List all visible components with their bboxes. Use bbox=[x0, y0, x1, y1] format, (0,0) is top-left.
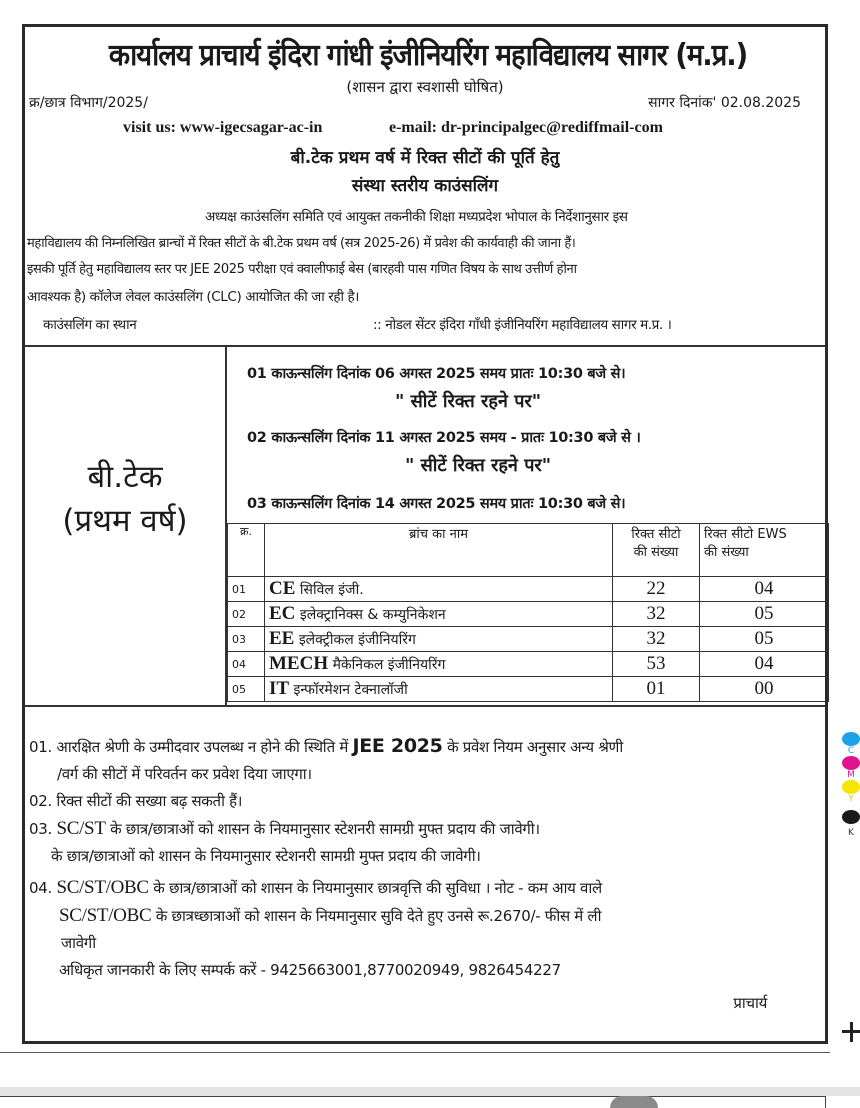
venue-label: काउंसलिंग का स्थान bbox=[43, 317, 137, 333]
intro-line-2: महाविद्यालय की निम्नलिखित ब्रान्चों में रिक्त सीटों के बी.टेक प्रथम वर्ष (सत्र 2025-26) में प्रवेश की कार्यवाही की जाना हैं। bbox=[27, 236, 576, 251]
vacant-seats-table bbox=[227, 523, 829, 702]
note-3-text: के छात्र/छात्राओं को शासन के नियमानुसार स्टेशनरी सामग्री मुफ्त प्रदाय की जावेगी। bbox=[105, 820, 540, 838]
table-row bbox=[228, 577, 829, 602]
divider-line bbox=[25, 345, 825, 347]
row-branch bbox=[265, 627, 613, 652]
table-row bbox=[228, 627, 829, 652]
branch-code: EC bbox=[269, 603, 296, 624]
magenta-label: M bbox=[847, 770, 855, 780]
page-rule bbox=[0, 1052, 830, 1053]
note-3-line2: के छात्र/छात्राओं को शासन के नियमानुसार स्टेशनरी सामग्री मुफ्त प्रदाय की जावेगी। bbox=[51, 847, 481, 865]
reference-number: क्र/छात्र विभाग/2025/ bbox=[29, 95, 148, 111]
header-branch: ब्रांच का नाम bbox=[265, 524, 613, 577]
note-4-category: SC/ST/OBC bbox=[56, 877, 149, 898]
signatory: प्राचार्य bbox=[733, 994, 767, 1012]
session-note-2: " सीटें रिक्त रहने पर" bbox=[405, 455, 552, 476]
row-vacant: 53 bbox=[613, 652, 700, 677]
intro-line-1: अध्यक्ष काउंसलिंग समिति एवं आयुक्त तकनीकी शिक्षा मध्यप्रदेश भोपाल के निर्देशानुसार इस bbox=[205, 209, 628, 225]
row-sno: 05 bbox=[228, 677, 265, 702]
row-branch bbox=[265, 577, 613, 602]
email-link[interactable]: e-mail: dr-principalgec@rediffmail-com bbox=[389, 119, 663, 136]
row-vacant: 32 bbox=[613, 602, 700, 627]
row-vacant: 22 bbox=[613, 577, 700, 602]
row-ews: 05 bbox=[700, 627, 829, 652]
header-vacant bbox=[613, 524, 700, 577]
heading-institute-counselling: संस्था स्तरीय काउंसलिंग bbox=[351, 176, 499, 196]
next-notice-frame bbox=[0, 1096, 826, 1108]
course-year: (प्रथम वर्ष) bbox=[62, 503, 188, 539]
notice-subtitle: (शासन द्वारा स्वशासी घोषित) bbox=[346, 78, 504, 96]
session-3: 03 काऊन्सलिंग दिनांक 14 अगस्त 2025 समय प्रातः 10:30 बजे से। bbox=[247, 496, 626, 512]
table-row bbox=[228, 677, 829, 702]
cyan-mark-icon bbox=[842, 732, 860, 746]
branch-name: इलेक्ट्रीकल इंजीनियरिंग bbox=[298, 632, 416, 648]
header-ews-line2: की संख्या bbox=[704, 545, 749, 560]
row-sno: 02 bbox=[228, 602, 265, 627]
branch-code: MECH bbox=[269, 653, 329, 674]
note-4 bbox=[29, 874, 823, 902]
branch-code: IT bbox=[269, 678, 290, 699]
table-row bbox=[228, 602, 829, 627]
row-ews: 04 bbox=[700, 577, 829, 602]
note-1 bbox=[29, 733, 823, 761]
note-4-text: के छात्र/छात्राओं को शासन के नियमानुसार छात्रवृत्ति की सुविधा । नोट - कम आय वाले bbox=[148, 879, 602, 897]
row-branch bbox=[265, 677, 613, 702]
header-ews bbox=[700, 524, 829, 577]
course-name: बी.टेक bbox=[87, 459, 163, 495]
notice-date: सागर दिनांक' 02.08.2025 bbox=[648, 95, 801, 111]
note-4-category-2: SC/ST/OBC bbox=[59, 905, 152, 926]
row-ews: 04 bbox=[700, 652, 829, 677]
black-label: K bbox=[848, 828, 854, 838]
intro-line-4: आवश्यक है) कॉलेज लेवल काउंसलिंग (CLC) आयोजित की जा रही है। bbox=[27, 289, 359, 305]
row-vacant: 01 bbox=[613, 677, 700, 702]
note-4-line2 bbox=[29, 902, 823, 930]
row-sno: 01 bbox=[228, 577, 265, 602]
website-link[interactable]: visit us: www-igecsagar-ac-in bbox=[123, 119, 323, 136]
note-4-line3: जावेगी bbox=[61, 934, 96, 952]
heading-vacant-seats: बी.टेक प्रथम वर्ष में रिक्त सीटों की पूर्ति हेतु bbox=[290, 148, 560, 168]
note-3-category: SC/ST bbox=[56, 818, 106, 839]
notice-title: कार्यालय प्राचार्य इंदिरा गांधी इंजीनियरिंग महाविद्यालय सागर (म.प्र.) bbox=[108, 38, 748, 73]
photo-fragment bbox=[610, 1096, 658, 1108]
note-1-exam: JEE 2025 bbox=[352, 735, 443, 757]
row-ews: 00 bbox=[700, 677, 829, 702]
session-note-1: " सीटें रिक्त रहने पर" bbox=[395, 391, 542, 412]
row-sno: 03 bbox=[228, 627, 265, 652]
gray-band bbox=[0, 1087, 860, 1096]
note-4-text-2: के छात्रध्छात्राओं को शासन के नियमानुसार सुवि देते हुए उनसे रू.2670/- फीस में ली bbox=[151, 907, 602, 925]
session-2: 02 काऊन्सलिंग दिनांक 11 अगस्त 2025 समय - प्रातः 10:30 बजे से । bbox=[247, 430, 641, 446]
row-vacant: 32 bbox=[613, 627, 700, 652]
header-vacant-line1: रिक्त सीटो bbox=[631, 527, 681, 542]
header-sno: क्र. bbox=[228, 524, 265, 577]
note-3 bbox=[29, 815, 823, 843]
branch-name: इन्फॉरमेशन टेक्नालॉजी bbox=[293, 682, 408, 698]
header-ews-line1: रिक्त सीटो EWS bbox=[704, 527, 787, 542]
note-1-text: 01. आरक्षित श्रेणी के उम्मीदवार उपलब्ध न होने की स्थिति में bbox=[29, 738, 353, 756]
black-mark-icon bbox=[842, 810, 860, 824]
divider-line bbox=[25, 705, 825, 707]
course-label bbox=[25, 455, 225, 543]
contact-info: अधिकृत जानकारी के लिए सम्पर्क करें - 9425663001,8770020949, 9826454227 bbox=[59, 961, 561, 979]
note-1-text-cont: के प्रवेश नियम अनुसार अन्य श्रेणी bbox=[442, 738, 623, 756]
branch-code: CE bbox=[269, 578, 296, 599]
branch-name: सिविल इंजी. bbox=[299, 582, 364, 598]
yellow-label: Y bbox=[848, 794, 854, 804]
cyan-label: C bbox=[847, 746, 855, 756]
session-1: 01 काऊन्सलिंग दिनांक 06 अगस्त 2025 समय प्रातः 10:30 बजे से। bbox=[247, 366, 626, 382]
table-header-row bbox=[228, 524, 829, 577]
yellow-mark-icon bbox=[842, 780, 860, 794]
note-2: 02. रिक्त सीटों की सख्या बढ़ सकती हैं। bbox=[29, 792, 243, 810]
note-4-num: 04. bbox=[29, 879, 57, 897]
branch-code: EE bbox=[269, 628, 295, 649]
table-row bbox=[228, 652, 829, 677]
note-1-line2: /वर्ग की सीटों में परिवर्तन कर प्रवेश दिया जाएगा। bbox=[57, 765, 312, 783]
branch-name: इलेक्ट्रानिक्स & कम्युनिकेशन bbox=[299, 607, 446, 623]
notice-frame bbox=[22, 24, 828, 1044]
row-branch bbox=[265, 602, 613, 627]
crop-mark-vertical bbox=[850, 1022, 853, 1042]
row-branch bbox=[265, 652, 613, 677]
intro-line-3: इसकी पूर्ति हेतु महाविद्यालय स्तर पर JEE 2025 परीक्षा एवं क्वालीफाई बेस (बारहवी पास गणित विषय के साथ उत्तीर्ण होना bbox=[27, 262, 577, 277]
row-sno: 04 bbox=[228, 652, 265, 677]
magenta-mark-icon bbox=[842, 756, 860, 770]
header-vacant-line2: की संख्या bbox=[633, 545, 679, 560]
row-ews: 05 bbox=[700, 602, 829, 627]
venue-value: :: नोडल सेंटर इंदिरा गाँधी इंजीनियरिंग महाविद्यालय सागर म.प्र. । bbox=[373, 317, 672, 333]
registration-marks bbox=[842, 732, 860, 838]
notes-section bbox=[29, 733, 823, 1017]
branch-name: मैकेनिकल इंजीनियरिंग bbox=[332, 657, 446, 673]
note-3-num: 03. bbox=[29, 820, 57, 838]
